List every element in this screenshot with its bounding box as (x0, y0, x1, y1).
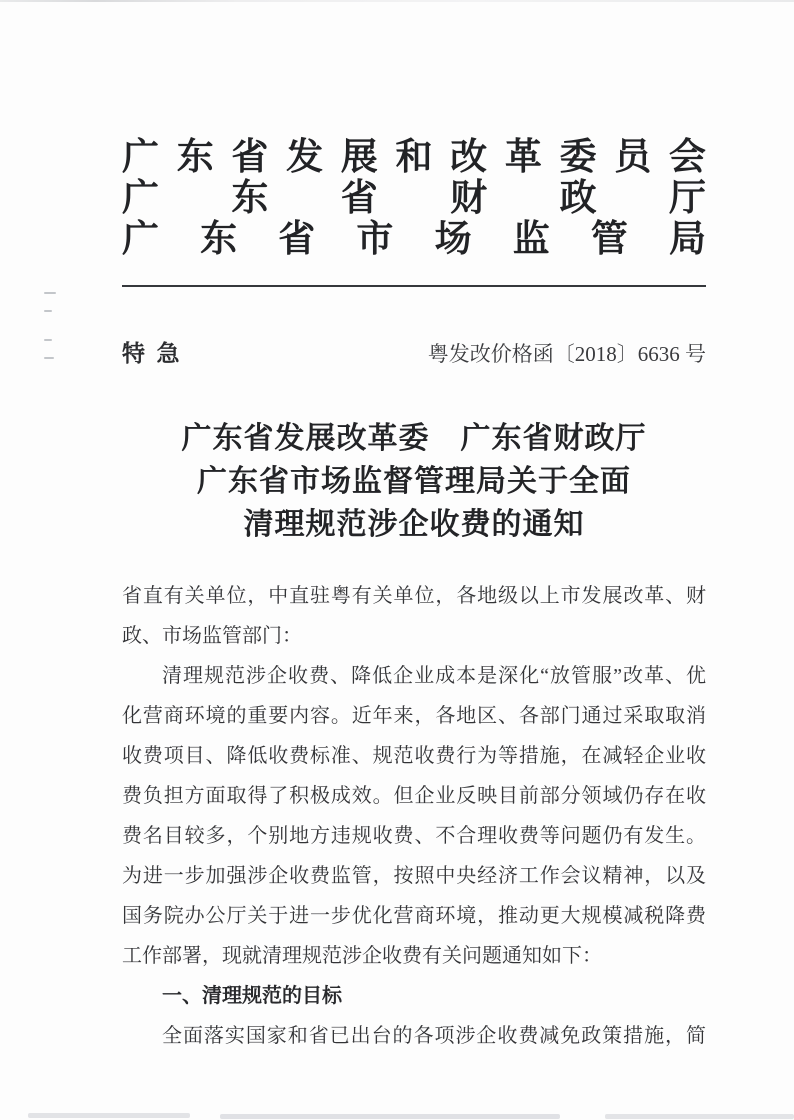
body-line: 省直有关单位，中直驻粤有关单位，各地级以上市发展改革、财 (122, 585, 706, 607)
scan-artifact-bottom-edge (220, 1114, 560, 1119)
document-title-line: 广东省发展改革委 广东省财政厅 (181, 422, 647, 455)
document-title-line: 清理规范涉企收费的通知 (243, 508, 585, 541)
body-line: 工作部署，现就清理规范涉企收费有关问题通知如下： (122, 945, 602, 967)
body-line: 收费项目、降低收费标准、规范收费行为等措施，在减轻企业收 (122, 745, 706, 767)
body-line: 为进一步加强涉企收费监管，按照中央经济工作会议精神，以及 (122, 865, 706, 887)
agency-name-finance: 广 东 省 财 政 厅 (122, 178, 706, 219)
agency-name-market-regulation: 广 东 省 市 场 监 管 局 (122, 219, 706, 260)
agency-name-drc: 广 东 省 发 展 和 改 革 委 员 会 (122, 137, 706, 178)
scan-artifact-bottom-edge (28, 1113, 190, 1118)
scan-artifact-bottom-edge (605, 1114, 794, 1119)
body-line: 费名目较多，个别地方违规收费、不合理收费等问题仍有发生。 (122, 825, 706, 847)
scan-artifact-tick (44, 357, 54, 359)
scan-artifact-tick (44, 339, 52, 341)
document-title (122, 417, 706, 546)
body-line: 清理规范涉企收费、降低企业成本是深化“放管服”改革、优 (162, 665, 706, 687)
letterhead (122, 0, 706, 260)
urgency-label: 特 急 (122, 341, 180, 366)
body-line: 国务院办公厅关于进一步优化营商环境，推动更大规模减税降费 (122, 905, 706, 927)
document-body (122, 576, 706, 1056)
body-line: 政、市场监管部门： (122, 625, 302, 647)
body-line: 费负担方面取得了积极成效。但企业反映目前部分领域仍存在收 (122, 785, 706, 807)
document-number: 粤发改价格函〔2018〕6636 号 (427, 342, 706, 366)
section-heading: 一、清理规范的目标 (162, 985, 342, 1007)
body-line: 全面落实国家和省已出台的各项涉企收费减免政策措施，简 (162, 1025, 706, 1047)
document-title-line: 广东省市场监督管理局关于全面 (197, 465, 631, 498)
scan-artifact-tick (44, 310, 52, 312)
body-line: 化营商环境的重要内容。近年来，各地区、各部门通过采取取消 (122, 705, 706, 727)
letterhead-divider (122, 285, 706, 287)
meta-row (122, 335, 706, 368)
scan-artifact-tick (44, 292, 56, 294)
